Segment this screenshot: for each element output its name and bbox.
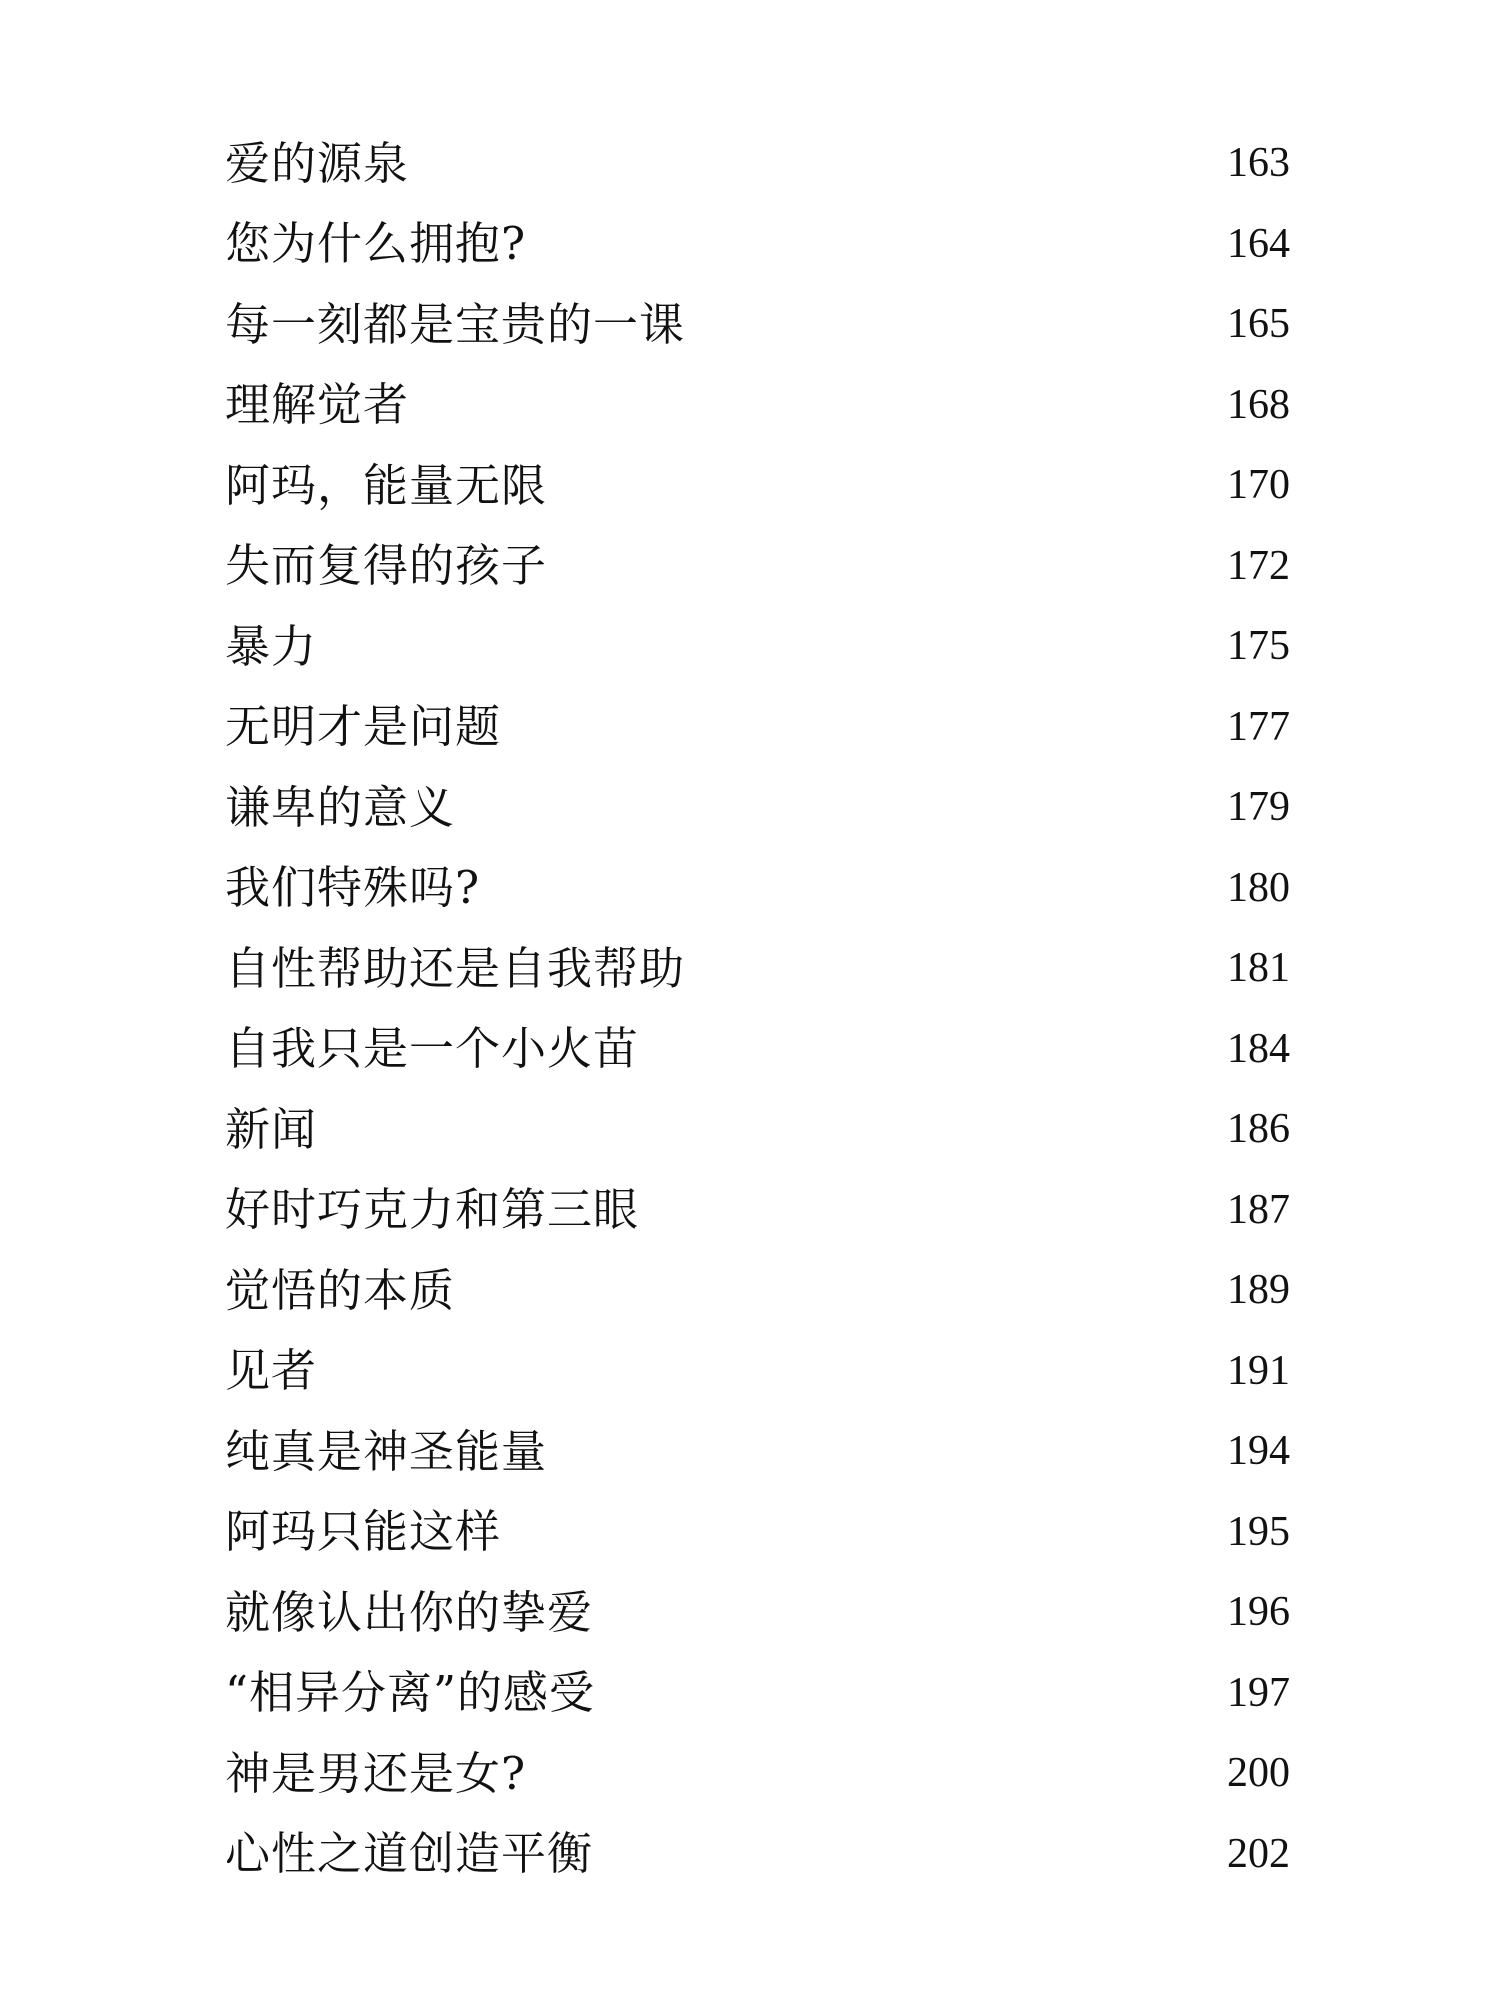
toc-entry-title: 心性之道创造平衡: [225, 1827, 594, 1881]
toc-entry-title: 我们特殊吗?: [225, 861, 481, 915]
toc-entry-title: 就像认出你的挚爱: [225, 1585, 594, 1639]
toc-entry-page-number: 181: [1227, 945, 1290, 992]
toc-entry-page-number: 189: [1227, 1267, 1290, 1314]
toc-entry-title: 失而复得的孩子: [225, 539, 548, 593]
toc-entry: [225, 1009, 1300, 1090]
toc-list: [225, 123, 1300, 1894]
toc-entry: [225, 687, 1300, 768]
toc-entry-page-number: 179: [1227, 784, 1290, 831]
toc-entry-page-number: 165: [1227, 301, 1290, 348]
toc-entry: [225, 767, 1300, 848]
toc-entry-title: 自我只是一个小火苗: [225, 1022, 640, 1076]
toc-entry-title: 自性帮助还是自我帮助: [225, 941, 686, 995]
toc-entry-title: 新闻: [225, 1102, 318, 1156]
toc-entry-page-number: 175: [1227, 623, 1290, 670]
toc-entry-page-number: 177: [1227, 703, 1290, 750]
toc-entry: [225, 1170, 1300, 1251]
toc-entry-page-number: 164: [1227, 220, 1290, 267]
toc-entry: [225, 1250, 1300, 1331]
toc-entry-title: 暴力: [225, 619, 318, 673]
toc-entry-title: 阿玛只能这样: [225, 1505, 502, 1559]
toc-entry-page-number: 200: [1227, 1750, 1290, 1797]
toc-entry-page-number: 170: [1227, 462, 1290, 509]
toc-entry-page-number: 186: [1227, 1106, 1290, 1153]
toc-entry-title: 理解觉者: [225, 378, 410, 432]
toc-entry: [225, 1653, 1300, 1734]
toc-entry-title: “相异分离”的感受: [225, 1666, 596, 1720]
toc-entry-page-number: 191: [1227, 1347, 1290, 1394]
toc-entry-title: 无明才是问题: [225, 700, 502, 754]
toc-entry: [225, 284, 1300, 365]
toc-entry-title: 纯真是神圣能量: [225, 1424, 548, 1478]
toc-entry-page-number: 202: [1227, 1830, 1290, 1877]
toc-entry-title: 觉悟的本质: [225, 1263, 456, 1317]
toc-entry: [225, 1572, 1300, 1653]
toc-entry: [225, 1331, 1300, 1412]
toc-entry-page-number: 180: [1227, 864, 1290, 911]
toc-entry-title: 阿玛，能量无限: [225, 458, 548, 512]
toc-entry: [225, 1733, 1300, 1814]
toc-entry-page-number: 196: [1227, 1589, 1290, 1636]
toc-entry-title: 见者: [225, 1344, 318, 1398]
toc-entry-title: 谦卑的意义: [225, 780, 456, 834]
toc-entry: [225, 1089, 1300, 1170]
toc-entry-page-number: 187: [1227, 1186, 1290, 1233]
toc-entry-page-number: 184: [1227, 1025, 1290, 1072]
toc-entry: [225, 365, 1300, 446]
toc-entry: [225, 123, 1300, 204]
toc-entry: [225, 445, 1300, 526]
toc-entry-title: 您为什么拥抱?: [225, 217, 527, 271]
toc-entry: [225, 204, 1300, 285]
toc-entry: [225, 526, 1300, 607]
toc-entry: [225, 1411, 1300, 1492]
toc-entry-title: 爱的源泉: [225, 136, 410, 190]
toc-entry-page-number: 195: [1227, 1508, 1290, 1555]
toc-entry: [225, 848, 1300, 929]
toc-entry: [225, 1814, 1300, 1895]
toc-entry-title: 好时巧克力和第三眼: [225, 1183, 640, 1237]
toc-entry: [225, 1492, 1300, 1573]
toc-entry: [225, 928, 1300, 1009]
toc-entry-page-number: 168: [1227, 381, 1290, 428]
toc-entry-title: 每一刻都是宝贵的一课: [225, 297, 686, 351]
toc-entry-page-number: 194: [1227, 1428, 1290, 1475]
toc-entry-page-number: 172: [1227, 542, 1290, 589]
toc-entry-page-number: 197: [1227, 1669, 1290, 1716]
toc-entry: [225, 606, 1300, 687]
toc-entry-title: 神是男还是女?: [225, 1746, 527, 1800]
toc-entry-page-number: 163: [1227, 140, 1290, 187]
